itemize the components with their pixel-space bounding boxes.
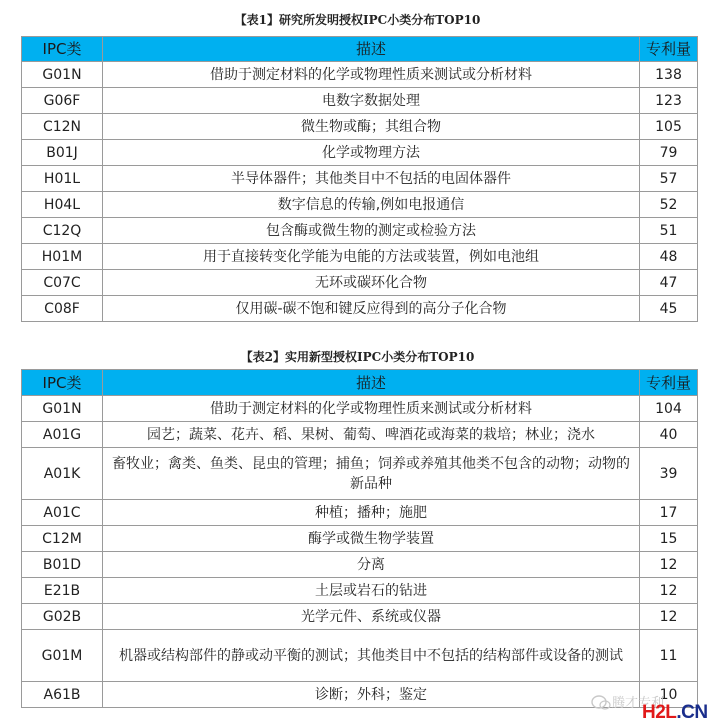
cell-desc: 畜牧业；禽类、鱼类、昆虫的管理；捕鱼；饲养或养殖其他类不包含的动物；动物的新品种 <box>103 448 640 500</box>
cell-desc: 借助于测定材料的化学或物理性质来测试或分析材料 <box>103 396 640 422</box>
cell-ipc: B01J <box>22 140 103 166</box>
table-header-row <box>22 37 698 62</box>
cell-ipc: H04L <box>22 192 103 218</box>
table-header-row <box>22 370 698 396</box>
cell-count: 105 <box>640 114 698 140</box>
cell-count: 45 <box>640 296 698 322</box>
cell-ipc: H01L <box>22 166 103 192</box>
cell-count: 39 <box>640 448 698 500</box>
cell-count: 10 <box>640 682 698 708</box>
column-header-ipc: IPC类 <box>22 370 103 396</box>
cell-ipc: A01G <box>22 422 103 448</box>
table1-invention-ipc-top10 <box>21 36 698 322</box>
column-header-desc: 描述 <box>103 37 640 62</box>
cell-desc: 用于直接转变化学能为电能的方法或装置，例如电池组 <box>103 244 640 270</box>
cell-desc: 土层或岩石的钻进 <box>103 578 640 604</box>
table1-caption: 【表1】研究所发明授权IPC小类分布TOP10 <box>234 13 481 27</box>
h2l-logo <box>642 702 708 724</box>
cell-ipc: C08F <box>22 296 103 322</box>
table-row <box>22 526 698 552</box>
cell-ipc: A01K <box>22 448 103 500</box>
table-row <box>22 270 698 296</box>
cell-ipc: E21B <box>22 578 103 604</box>
table-row <box>22 448 698 500</box>
cell-count: 12 <box>640 578 698 604</box>
logo-h2l: H2L <box>642 702 677 723</box>
cell-ipc: H01M <box>22 244 103 270</box>
cell-count: 17 <box>640 500 698 526</box>
table-row <box>22 578 698 604</box>
table-row <box>22 166 698 192</box>
table-row <box>22 114 698 140</box>
cell-ipc: B01D <box>22 552 103 578</box>
cell-desc: 光学元件、系统或仪器 <box>103 604 640 630</box>
cell-desc: 诊断；外科；鉴定 <box>103 682 640 708</box>
cell-ipc: G06F <box>22 88 103 114</box>
cell-count: 104 <box>640 396 698 422</box>
cell-count: 11 <box>640 630 698 682</box>
cell-count: 138 <box>640 62 698 88</box>
cell-ipc: C12N <box>22 114 103 140</box>
cell-desc: 电数字数据处理 <box>103 88 640 114</box>
cell-ipc: A01C <box>22 500 103 526</box>
cell-count: 40 <box>640 422 698 448</box>
cell-desc: 酶学或微生物学装置 <box>103 526 640 552</box>
cell-count: 12 <box>640 552 698 578</box>
column-header-count: 专利量 <box>640 370 698 396</box>
cell-desc: 仅用碳-碳不饱和键反应得到的高分子化合物 <box>103 296 640 322</box>
cell-count: 51 <box>640 218 698 244</box>
cell-desc: 数字信息的传输,例如电报通信 <box>103 192 640 218</box>
table-row <box>22 500 698 526</box>
cell-desc: 机器或结构部件的静或动平衡的测试；其他类目中不包括的结构部件或设备的测试 <box>103 630 640 682</box>
cell-desc: 半导体器件；其他类目中不包括的电固体器件 <box>103 166 640 192</box>
cell-ipc: C12M <box>22 526 103 552</box>
wechat-chat-icon <box>590 694 612 712</box>
cell-count: 52 <box>640 192 698 218</box>
cell-ipc: G02B <box>22 604 103 630</box>
cell-desc: 无环或碳环化合物 <box>103 270 640 296</box>
table-row <box>22 552 698 578</box>
cell-ipc: G01N <box>22 396 103 422</box>
table-row <box>22 140 698 166</box>
cell-desc: 包含酶或微生物的测定或检验方法 <box>103 218 640 244</box>
cell-desc: 种植；播种；施肥 <box>103 500 640 526</box>
table-row <box>22 62 698 88</box>
cell-count: 79 <box>640 140 698 166</box>
cell-ipc: A61B <box>22 682 103 708</box>
cell-count: 48 <box>640 244 698 270</box>
table-row <box>22 604 698 630</box>
cell-count: 57 <box>640 166 698 192</box>
watermark <box>590 690 710 724</box>
cell-count: 12 <box>640 604 698 630</box>
table-row <box>22 296 698 322</box>
cell-desc: 分离 <box>103 552 640 578</box>
cell-desc: 园艺；蔬菜、花卉、稻、果树、葡萄、啤酒花或海菜的栽培；林业；浇水 <box>103 422 640 448</box>
cell-desc: 化学或物理方法 <box>103 140 640 166</box>
table-row <box>22 192 698 218</box>
table-row <box>22 630 698 682</box>
table-row <box>22 218 698 244</box>
column-header-count: 专利量 <box>640 37 698 62</box>
cell-count: 15 <box>640 526 698 552</box>
table-row <box>22 396 698 422</box>
table-row <box>22 244 698 270</box>
column-header-desc: 描述 <box>103 370 640 396</box>
logo-cn: .CN <box>676 702 708 723</box>
cell-ipc: C12Q <box>22 218 103 244</box>
table2-utility-ipc-top10 <box>21 369 698 708</box>
table-row <box>22 88 698 114</box>
cell-ipc: C07C <box>22 270 103 296</box>
cell-count: 123 <box>640 88 698 114</box>
cell-ipc: G01M <box>22 630 103 682</box>
watermark-text: 腾才专利 <box>612 696 665 711</box>
cell-ipc: G01N <box>22 62 103 88</box>
column-header-ipc: IPC类 <box>22 37 103 62</box>
table-row <box>22 422 698 448</box>
table2-caption: 【表2】实用新型授权IPC小类分布TOP10 <box>240 350 475 364</box>
cell-count: 47 <box>640 270 698 296</box>
cell-desc: 借助于测定材料的化学或物理性质来测试或分析材料 <box>103 62 640 88</box>
cell-desc: 微生物或酶；其组合物 <box>103 114 640 140</box>
